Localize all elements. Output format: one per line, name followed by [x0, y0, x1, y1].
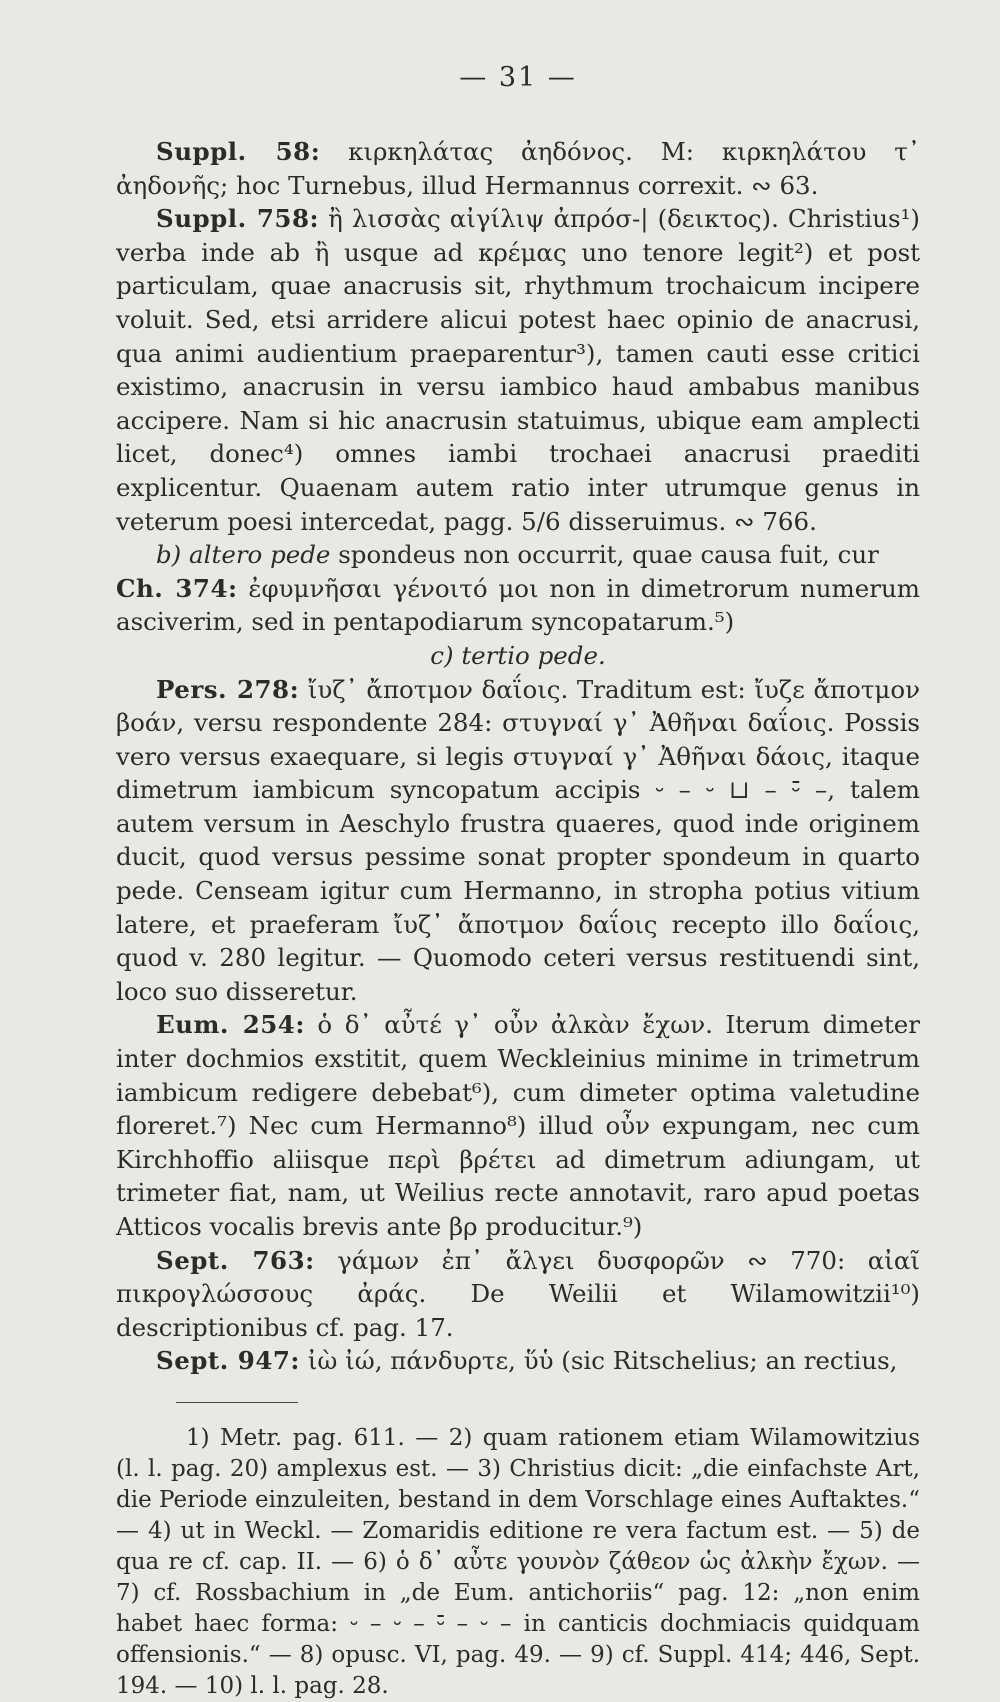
- main-text: [116, 135, 920, 1378]
- paragraph-text: ἰὼ ἰώ, πάνδυρτε, ὕὑ (sic Ritschelius; an rectius,: [299, 1346, 898, 1376]
- paragraph-text: ὁ δ᾽ αὖτέ γ᾽ οὖν ἀλκὰν ἔχων. Iterum dimeter inter dochmios exstitit, quem Weckleinius minime in trimetrum iambicum redigere debebat⁶), cum dimeter optima valetudine floreret.⁷) Nec cum Hermanno⁸) illud οὖν expungam, nec cum Kirchhoffio aliisque περὶ βρέτει ad dimetrum adiungam, ut trimeter fiat, nam, ut Weilius recte annotavit, raro apud poetas Atticos vocalis brevis ante βρ producitur.⁹): [116, 1010, 921, 1241]
- subsection-heading: c) tertio pede.: [430, 640, 606, 670]
- paragraph: [116, 1008, 920, 1243]
- footnote-separator: [176, 1402, 298, 1403]
- paragraph-text: ἴυζ᾽ ἄποτμον δαΐοις. Traditum est: ἴυζε ἄποτμον βοάν, versu respondente 284: στυγναί γ᾽ Ἀθῆναι δαΐοις. Possis vero versus exaequare, si legis στυγναί γ᾽ Ἀθῆναι δάοις, itaque dimetrum iambicum syncopatum accipis ⏑ – ⏑ ⊔ – ⏑̄ –, talem autem versum in Aeschylo frustra quaeres, quod inde originem ducit, quod versus pessime sonat propter spondeum in quarto pede. Censeam igitur cum Hermanno, in stropha potius vitium latere, et praeferam ἴυζ᾽ ἄποτμον δαΐοις recepto illo δαΐοις, quod v. 280 legitur. — Quomodo ceteri versus restituendi sint, loco suo disseretur.: [116, 674, 920, 1006]
- footnote-text: 1) Metr. pag. 611. — 2) quam rationem etiam Wilamowitzius (l. l. pag. 20) amplexus est. — 3) Christius dicit: „die einfachste Art, die Periode einzuleiten, bestand in dem Vorschlage eines Auftaktes.“ — 4) ut in Weckl. — Zomaridis editione re vera factum est. — 5) de qua re cf. cap. II. — 6) ὁ δ᾽ αὖτε γουνὸν ζάθεον ὡς ἀλκὴν ἔχων. — 7) cf. Rossbachium in „de Eum. antichoriis“ pag. 12: „non enim habet haec forma: ⏑ – ⏑ – ⏑̄ – ⏑ – in canticis dochmiacis quidquam offensionis.“ — 8) opusc. VI, pag. 49. — 9) cf. Suppl. 414; 446, Sept. 194. — 10) l. l. pag. 28.: [116, 1424, 920, 1699]
- verse-reference: Eum. 254:: [156, 1010, 305, 1040]
- paragraph: [116, 572, 920, 639]
- paragraph-text: spondeus non occurrit, quae causa fuit, cur: [330, 540, 879, 570]
- paragraph: [116, 673, 920, 1009]
- paragraph: [116, 135, 920, 202]
- verse-reference: Pers. 278:: [156, 674, 300, 704]
- verse-reference: Suppl. 758:: [156, 204, 320, 234]
- verse-reference: Sept. 947:: [156, 1346, 300, 1376]
- paragraph-text: γάμων ἐπ᾽ ἄλγει δυσφορῶν ∾ 770: αἰαῖ πικρογλώσσους ἀράς. De Weilii et Wilamowitzii¹⁰) descriptionibus cf. pag. 17.: [116, 1245, 921, 1342]
- paragraph: [116, 202, 920, 538]
- verse-reference: Ch. 374:: [116, 573, 238, 603]
- paragraph-text: κιρκηλάτας ἀηδόνος. M: κιρκηλάτου τ᾽ ἀηδονῆς; hoc Turnebus, illud Hermannus correxit. ∾ 63.: [116, 137, 921, 200]
- subsection-label: b) altero pede: [156, 540, 331, 570]
- page-number: — 31 —: [459, 62, 577, 93]
- paragraph: [116, 538, 920, 572]
- paragraph: [116, 1344, 920, 1378]
- verse-reference: Suppl. 58:: [156, 137, 321, 166]
- footnotes: [116, 1423, 920, 1702]
- paragraph: [116, 1244, 920, 1345]
- paragraph-text: ἐφυμνῆσαι γένοιτό μοι non in dimetrorum numerum asciverim, sed in pentapodiarum syncopatarum.⁵): [116, 573, 920, 637]
- verse-reference: Sept. 763:: [156, 1245, 315, 1275]
- paragraph-text: ἢ λισσὰς αἰγίλιψ ἀπρόσ-| (δεικτος). Christius¹) verba inde ab ἢ usque ad κρέμας uno tenore legit²) et post particulam, quae anacrusis sit, rhythmum trochaicum incipere voluit. Sed, etsi arridere alicui potest haec opinio de anacrusi, qua animi audientium praeparentur³), tamen cauti esse critici existimo, anacrusin in versu iambico haud ambabus manibus accipere. Nam si hic anacrusin statuimus, ubique eam amplecti licet, donec⁴) omnes iambi trochaei anacrusi praediti explicentur. Quaenam autem ratio inter utrumque genus in veterum poesi intercedat, pagg. 5/6 disseruimus. ∾ 766.: [116, 204, 920, 536]
